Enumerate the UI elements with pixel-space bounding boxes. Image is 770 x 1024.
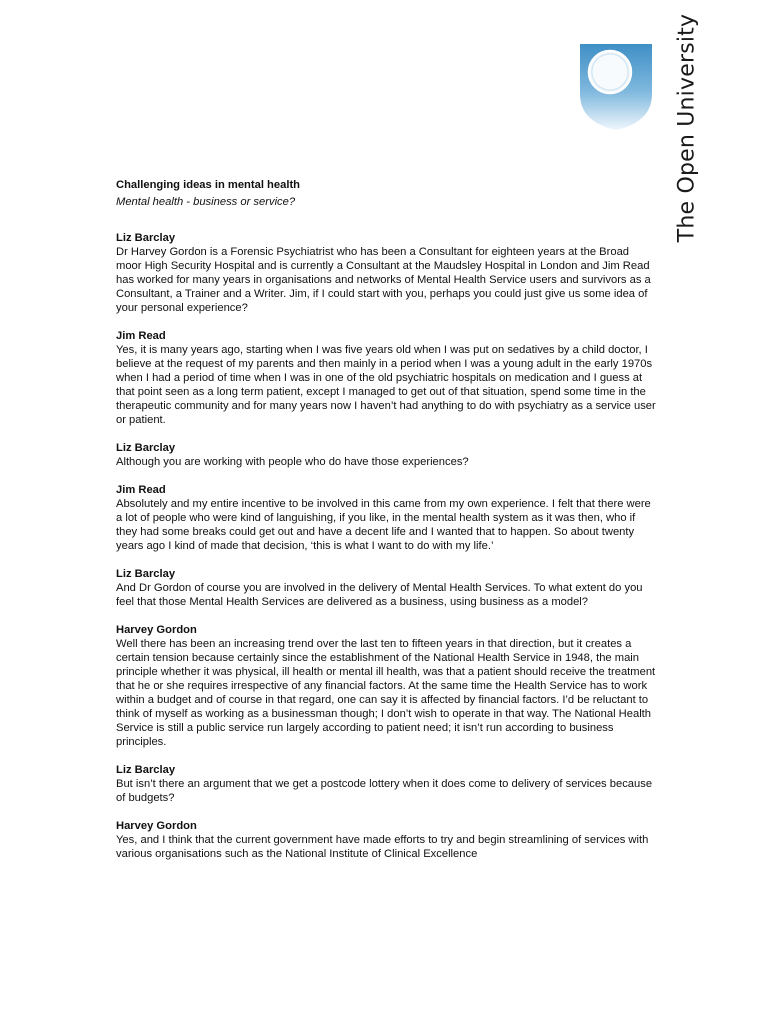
transcript-turn bbox=[116, 763, 656, 805]
speaker-name: Harvey Gordon bbox=[116, 820, 197, 832]
ou-logo-wordmark: The Open University bbox=[674, 13, 700, 243]
speaker-name: Liz Barclay bbox=[116, 232, 176, 244]
document-body bbox=[116, 178, 656, 861]
speaker-name: Liz Barclay bbox=[116, 442, 176, 454]
transcript-turn bbox=[116, 483, 656, 553]
speaker-name: Liz Barclay bbox=[116, 764, 176, 776]
transcript-turn bbox=[116, 441, 656, 469]
transcript-turn bbox=[116, 623, 656, 749]
speech-text: Dr Harvey Gordon is a Forensic Psychiatrist who has been a Consultant for eighteen years at the Broad moor High Security Hospital and is currently a Consultant at the Maudsley Hospital in London and Jim Read has worked for many years in organisations and networks of Mental Health Service users and survivors as a Consultant, a Trainer and a Writer. Jim, if I could start with you, perhaps you could just give us some idea of your personal experience? bbox=[116, 246, 651, 314]
document-subtitle: Mental health - business or service? bbox=[116, 196, 296, 208]
speech-text: Although you are working with people who do have those experiences? bbox=[116, 456, 469, 468]
transcript-turn bbox=[116, 329, 656, 427]
transcript-turn bbox=[116, 819, 656, 861]
speech-text: Absolutely and my entire incentive to be involved in this came from my own experience. I felt that there were a lot of people who were kind of languishing, if you like, in the mental health system as it was then, who if they had some breaks could get out and have a decent life and I wanted that to happen. So about twenty years ago I kind of made that decision, ‘this is what I want to do with my life.’ bbox=[116, 498, 651, 552]
transcript-turn bbox=[116, 567, 656, 609]
speaker-name: Harvey Gordon bbox=[116, 624, 197, 636]
transcript-turn bbox=[116, 231, 656, 315]
speech-text: Well there has been an increasing trend over the last ten to fifteen years in that direction, but it creates a certain tension because certainly since the establishment of the National Health Service in 1948, the main principle whether it was physical, ill health or mental ill health, was that a patient should receive the treatment that he or she requires irrespective of any financial factors. At the same time the Health Service has to work within a budget and of course in that regard, one can say it is affected by financial factors. I’d be reluctant to think of myself as working as a businessman though; I don’t wish to operate in that way. The National Health Service is still a public service run largely according to patient need; it isn’t run according to business principles. bbox=[116, 638, 656, 748]
speaker-name: Jim Read bbox=[116, 330, 166, 342]
ou-shield-graphic bbox=[578, 42, 654, 132]
speech-text: Yes, it is many years ago, starting when I was five years old when I was put on sedatives by a child doctor, I believe at the request of my parents and then mainly in a period when I was a young adult in the early 1970s when I had a period of time when I was in one of the old psychiatric hospitals on medication and I guess at that point seen as a long term patient, except I managed to get out of that situation, spend some time in the therapeutic community and for many years now I haven’t had anything to do with psychiatry as a service user or patient. bbox=[116, 344, 656, 426]
speech-text: Yes, and I think that the current government have made efforts to try and begin streamlining of services with various organisations such as the National Institute of Clinical Excellence bbox=[116, 834, 649, 860]
speaker-name: Jim Read bbox=[116, 484, 166, 496]
speech-text: But isn’t there an argument that we get a postcode lottery when it does come to delivery of services because of budgets? bbox=[116, 778, 653, 804]
speaker-name: Liz Barclay bbox=[116, 568, 176, 580]
ou-shield-icon bbox=[578, 42, 654, 132]
document-title: Challenging ideas in mental health bbox=[116, 179, 301, 191]
speech-text: And Dr Gordon of course you are involved in the delivery of Mental Health Services. To what extent do you feel that those Mental Health Services are delivered as a business, using business as a model? bbox=[116, 582, 643, 608]
